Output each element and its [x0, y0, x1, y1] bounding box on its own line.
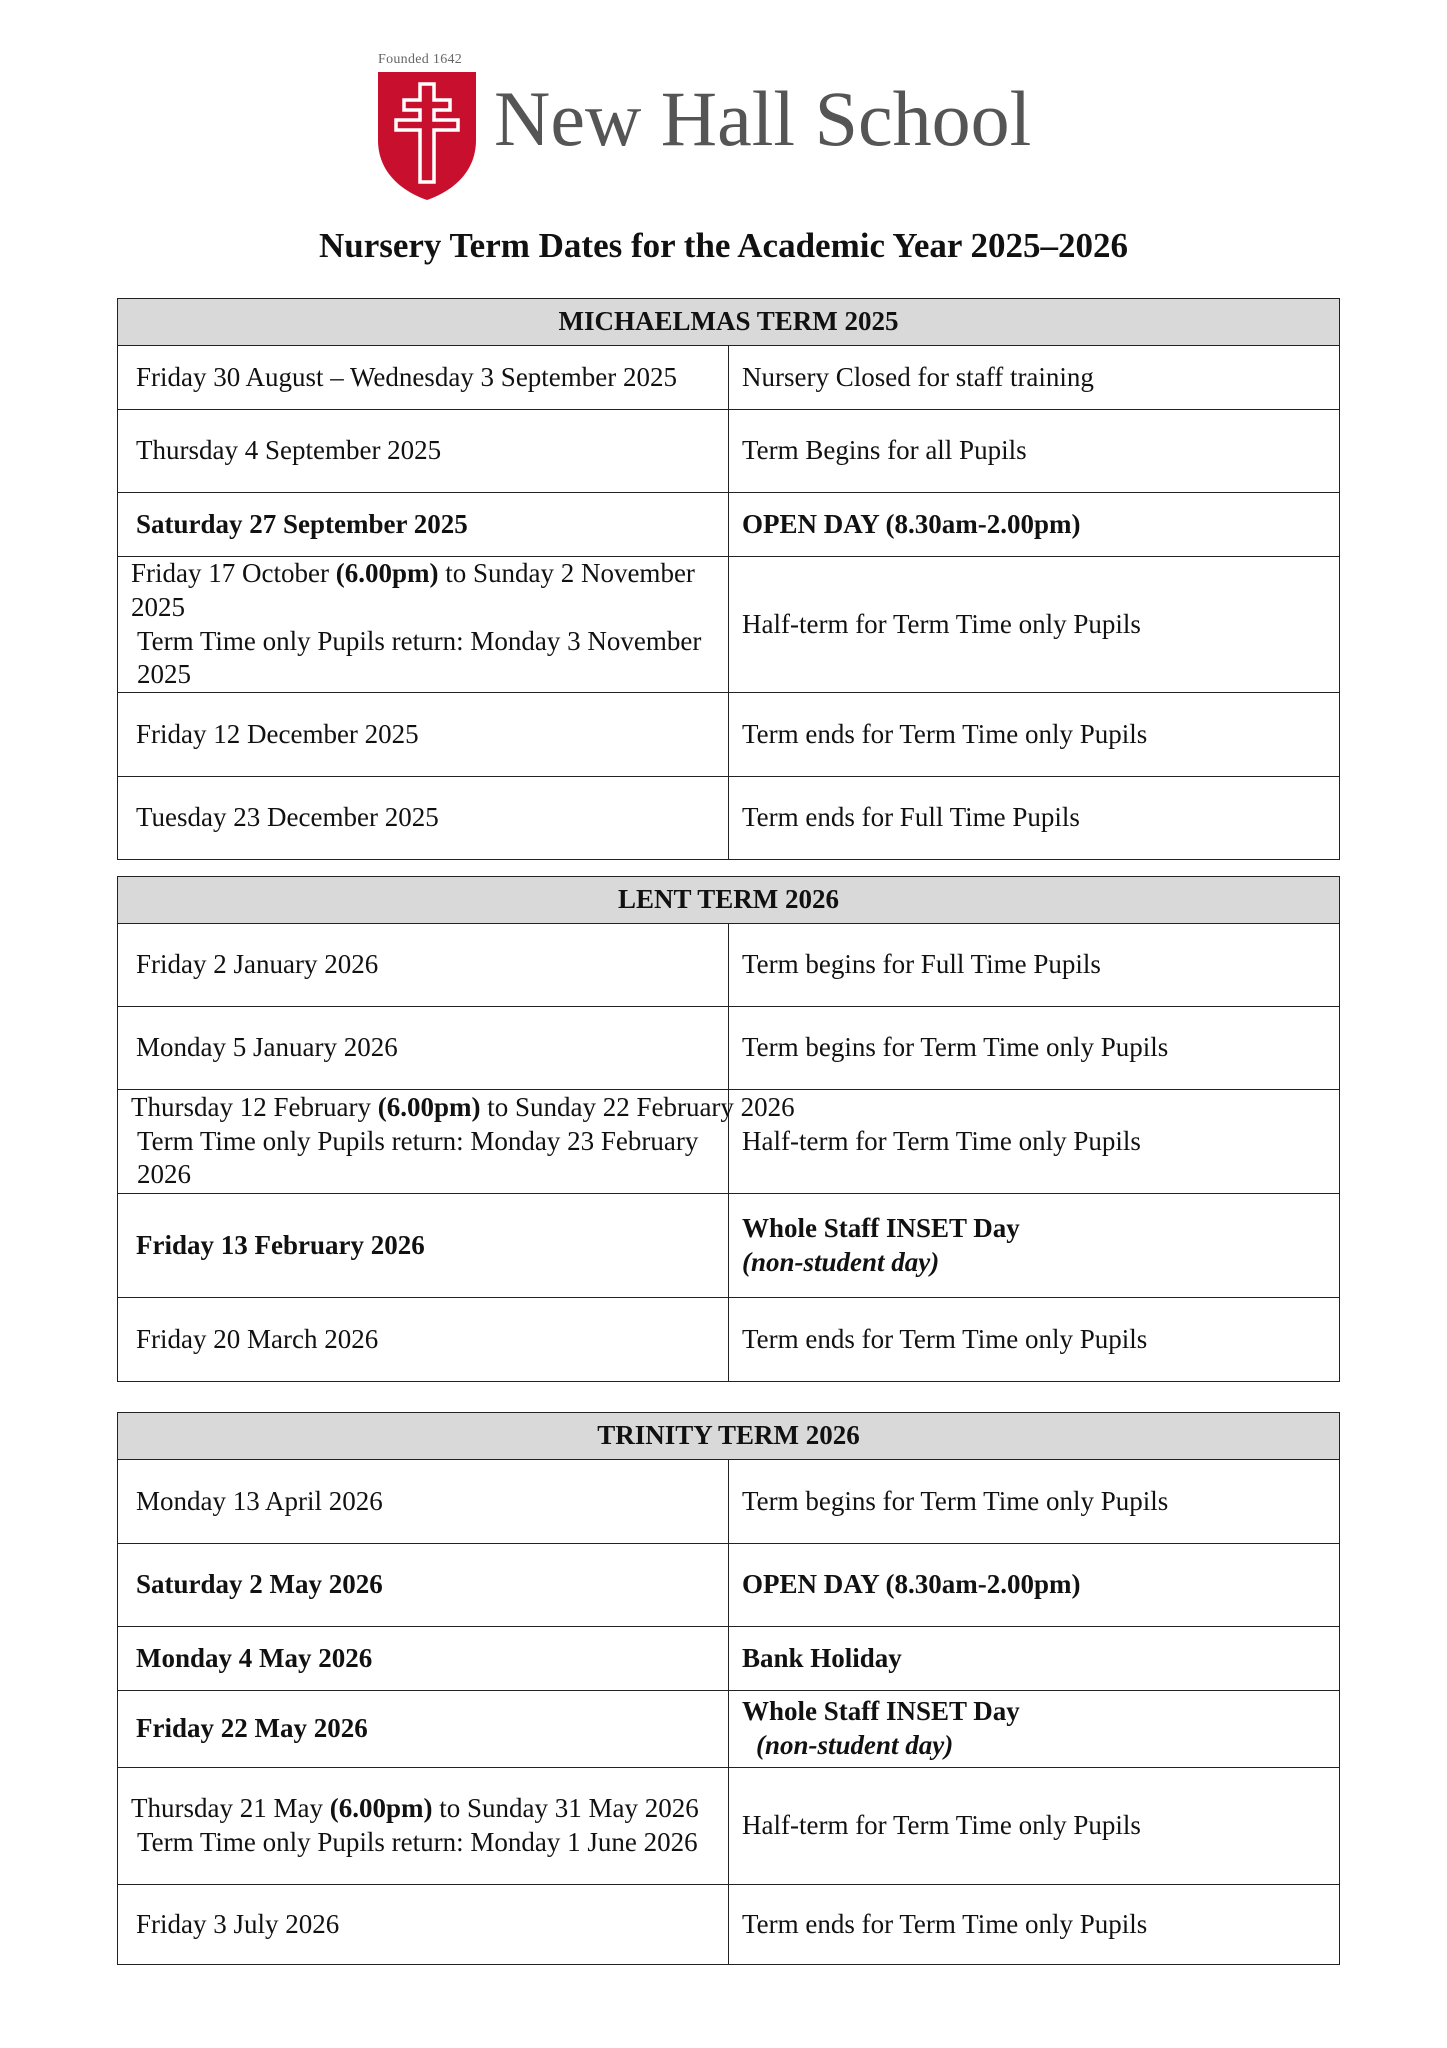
table-row	[118, 1007, 1340, 1090]
date-cell	[118, 557, 729, 693]
date-line-1	[131, 557, 728, 625]
non-student-note: (non-student day)	[756, 1730, 954, 1760]
non-student-note: (non-student day)	[742, 1246, 940, 1277]
date-text: to Sunday 2 November 2025	[131, 558, 695, 622]
time-text: (6.00pm)	[377, 1091, 481, 1122]
date-cell: Friday 30 August – Wednesday 3 September 2025	[118, 346, 729, 410]
date-text: to Sunday 31 May 2026	[432, 1793, 699, 1824]
school-logo	[372, 52, 1092, 212]
table-row	[118, 1885, 1340, 1965]
description-cell: Half-term for Term Time only Pupils	[729, 557, 1340, 693]
school-name: New Hall School	[494, 75, 1032, 162]
description-cell: Term begins for Term Time only Pupils	[729, 1007, 1340, 1090]
table-row	[118, 493, 1340, 557]
term-heading: TRINITY TERM 2026	[118, 1413, 1340, 1460]
page-header	[0, 0, 1447, 210]
table-row	[118, 777, 1340, 860]
description-cell: Half-term for Term Time only Pupils	[729, 1768, 1340, 1885]
time-text: (6.00pm)	[335, 558, 439, 588]
shield-cross-icon	[376, 70, 478, 202]
description-cell: OPEN DAY (8.30am-2.00pm)	[729, 1544, 1340, 1627]
table-header-row	[118, 1413, 1340, 1460]
description-cell: Term ends for Term Time only Pupils	[729, 693, 1340, 777]
michaelmas-term-table	[117, 298, 1340, 860]
inset-day-label: Whole Staff INSET Day	[742, 1212, 1020, 1243]
date-cell: Monday 13 April 2026	[118, 1460, 729, 1544]
table-row	[118, 346, 1340, 410]
table-row	[118, 1460, 1340, 1544]
description-cell: Term begins for Term Time only Pupils	[729, 1460, 1340, 1544]
date-cell: Tuesday 23 December 2025	[118, 777, 729, 860]
date-cell: Monday 5 January 2026	[118, 1007, 729, 1090]
date-line-1	[131, 1091, 795, 1125]
date-text: to Sunday 22 February 2026	[480, 1091, 795, 1122]
founded-text: Founded 1642	[378, 52, 463, 67]
table-header-row	[118, 877, 1340, 924]
table-row	[118, 693, 1340, 777]
table-header-row	[118, 299, 1340, 346]
description-cell: OPEN DAY (8.30am-2.00pm)	[729, 493, 1340, 557]
description-cell: Bank Holiday	[729, 1627, 1340, 1691]
date-text: Friday 17 October	[131, 558, 336, 588]
description-cell: Nursery Closed for staff training	[729, 346, 1340, 410]
time-text: (6.00pm)	[329, 1793, 433, 1824]
date-cell: Friday 13 February 2026	[118, 1194, 729, 1298]
date-cell: Saturday 2 May 2026	[118, 1544, 729, 1627]
date-text: Thursday 21 May	[131, 1793, 330, 1824]
table-row	[118, 410, 1340, 493]
table-row	[118, 1544, 1340, 1627]
description-cell: Term Begins for all Pupils	[729, 410, 1340, 493]
description-cell: Term ends for Term Time only Pupils	[729, 1885, 1340, 1965]
trinity-term-table	[117, 1412, 1340, 1965]
description-cell: Term begins for Full Time Pupils	[729, 924, 1340, 1007]
description-cell: Term ends for Term Time only Pupils	[729, 1298, 1340, 1382]
table-row	[118, 1090, 1340, 1194]
date-cell	[118, 1090, 795, 1194]
date-cell	[118, 1768, 729, 1885]
document-title: Nursery Term Dates for the Academic Year 2025–2026	[318, 226, 1129, 265]
table-row	[118, 1194, 1340, 1298]
date-cell: Monday 4 May 2026	[118, 1627, 729, 1691]
inset-day-label: Whole Staff INSET Day	[742, 1696, 1020, 1727]
date-cell: Friday 2 January 2026	[118, 924, 729, 1007]
term-heading: LENT TERM 2026	[118, 877, 1340, 924]
table-row	[118, 1768, 1340, 1885]
date-cell: Thursday 4 September 2025	[118, 410, 729, 493]
description-cell: Half-term for Term Time only Pupils	[729, 1090, 1340, 1194]
date-cell: Friday 20 March 2026	[118, 1298, 729, 1382]
date-text: Thursday 12 February	[131, 1091, 378, 1122]
table-row	[118, 557, 1340, 693]
table-row	[118, 924, 1340, 1007]
date-line-2: Term Time only Pupils return: Monday 3 November 2025	[137, 625, 702, 690]
table-row	[118, 1627, 1340, 1691]
date-line-1	[131, 1792, 728, 1826]
term-heading: MICHAELMAS TERM 2025	[118, 299, 1340, 346]
date-cell: Saturday 27 September 2025	[118, 493, 729, 557]
date-cell: Friday 12 December 2025	[118, 693, 729, 777]
description-cell	[729, 1194, 1340, 1298]
date-line-2: Term Time only Pupils return: Monday 23 February 2026	[137, 1125, 699, 1190]
lent-term-table	[117, 876, 1340, 1382]
date-line-2: Term Time only Pupils return: Monday 1 June 2026	[137, 1827, 698, 1857]
date-cell: Friday 3 July 2026	[118, 1885, 729, 1965]
table-row	[118, 1691, 1340, 1768]
description-cell	[729, 1691, 1340, 1768]
date-cell: Friday 22 May 2026	[118, 1691, 729, 1768]
description-cell: Term ends for Full Time Pupils	[729, 777, 1340, 860]
table-row	[118, 1298, 1340, 1382]
